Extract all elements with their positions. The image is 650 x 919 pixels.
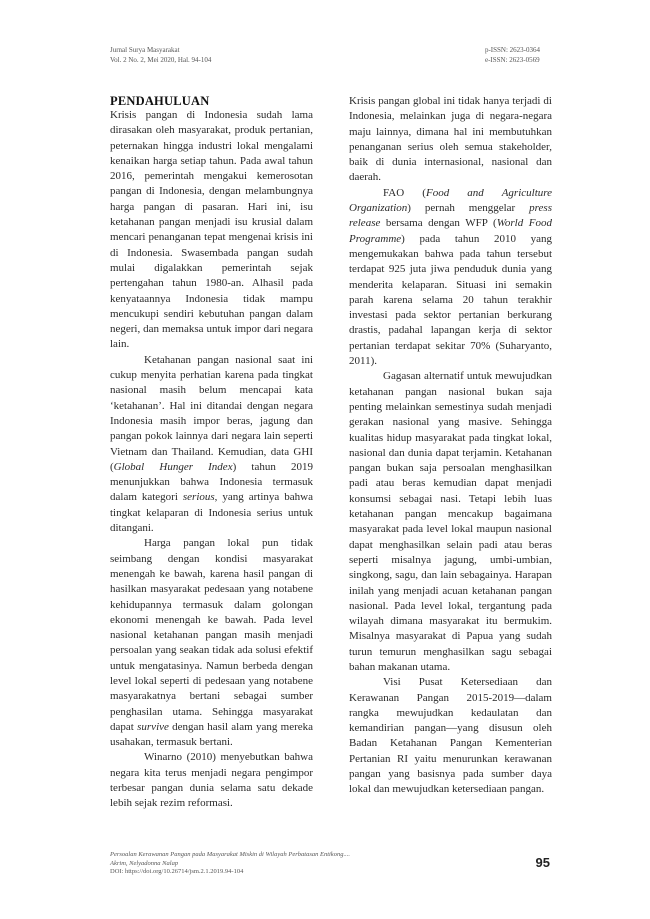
e-issn: e-ISSN: 2623-0569 bbox=[484, 55, 540, 64]
journal-header-right bbox=[485, 46, 540, 65]
right-column bbox=[349, 94, 552, 798]
page-number: 95 bbox=[535, 855, 550, 870]
p-issn: p-ISSN: 2623-0364 bbox=[484, 46, 540, 54]
footer-doi[interactable]: DOI: https://doi.org/10.26714/jsm.2.1.2019.94-104 bbox=[110, 868, 244, 875]
paragraph-national-food-security: Ketahanan pangan nasional saat ini cukup menyita perhatian karena pada tingkat nasional masih belum mencapai kata ‘ketahanan’. Hal ini ditandai dengan negara Indonesia masih impor beras, jagung dan pangan pokok lainnya dari negara lain seperti Vietnam dan Thailand. Kemudian, data GHI (Global Hunger Index) tahun 2019 menunjukkan bahwa Indonesia termasuk dalam kategori serious, yang artinya bahwa tingkat kelaparan di Indonesia serius untuk ditangani. bbox=[110, 353, 313, 535]
footer-article-title: Persoalan Kerawanan Pangan pada Masyarakat Miskin di Wilayah Perbatasan Entikong.... bbox=[110, 851, 350, 858]
paragraph-fao: FAO (Food and Agriculture Organization) pernah menggelar press release bersama dengan WFP (World Food Programme) pada tahun 2010 yang mengemukakan bahwa pada tahun tersebut terdapat 925 juta jiwa penduduk dunia yang menderita kelaparan. Situasi ini semakin parah karena selama 20 tahun terakhir investasi pada sektor pertanian berkurang drastis, padahal lapangan kerja di sektor pertanian terdapat sekitar 70% (Suharyanto, 2011). bbox=[349, 186, 553, 368]
left-column bbox=[110, 94, 313, 812]
section-heading: PENDAHULUAN bbox=[110, 94, 210, 108]
paragraph-local-price: Harga pangan lokal pun tidak seimbang dengan kondisi masyarakat menengah ke bawah, karena hasil pangan di hasilkan masyarakat pedesaan yang notabene kehidupannya termasuk dalam golongan ekonomi menengah ke bawah. Pada level nasional ketahanan pangan masih menjadi persoalan yang seakan tidak ada solusi efektif untuk mengatasinya. Namun berbeda dengan level lokal seperti di pedesaan yang notabene masyarakatnya bertani sebagai sumber penghasilan utama. Sehingga masyarakat dapat survive dengan hasil alam yang mereka usahakan, termasuk bertani. bbox=[110, 537, 314, 749]
journal-volume: Vol. 2 No. 2, Mei 2020, Hal. 94-104 bbox=[110, 55, 212, 64]
paragraph-vision: Visi Pusat Ketersediaan dan Kerawanan Pangan 2015-2019—dalam rangka mewujudkan kedaulatan dan kemandirian pangan—yang disusun oleh Badan Ketahanan Pangan Kementerian Pertanian RI yaitu menurunkan kerawanan pangan yang basisnya pada sumber daya lokal dan mewujudkan ketersediaan pangan. bbox=[349, 676, 552, 796]
footer-authors: Akrim, Nelyadonna Nalap bbox=[110, 859, 179, 867]
paragraph-crisis-intro: Krisis pangan di Indonesia sudah lama dirasakan oleh masyarakat, produk pertanian, peternakan hingga industri lokal mengalami kenaikan harga setiap tahun. Pada awal tahun 2016, pemerintah mengakui kemerosotan pangan di Indonesia, dengan melambungnya harga pangan di pasaran. Hari ini, isu ketahanan pangan menjadi isu krusial dalam mencari penanganan tepat mengenai krisis ini di Indonesia. Swasembada pangan sudah mulai digalakkan pemerintah sejak pertengahan tahun 1980-an. Alhasil pada kenyataannya Indonesia tidak mampu mencukupi sendiri kebutuhan pangan dalam negeri, dan memaksa untuk impor dari negara lain. bbox=[110, 109, 313, 351]
paragraph-global-crisis: Krisis pangan global ini tidak hanya terjadi di Indonesia, melainkan juga di negara-negara maju lainnya, dimana hal ini membutuhkan penanganan serius oleh semua stakeholder, baik di dunia internasional, nasional dan daerah. bbox=[349, 95, 552, 184]
paragraph-winarno: Winarno (2010) menyebutkan bahwa negara kita terus menjadi negara pengimpor terbesar pangan dunia selama satu dekade lebih sejak rezim reformasi. bbox=[110, 751, 313, 810]
journal-header-left bbox=[110, 46, 211, 65]
page-footer bbox=[110, 851, 350, 877]
paragraph-alternative-idea: Gagasan alternatif untuk mewujudkan ketahanan pangan nasional bukan saja penting melainkan semestinya sudah menjadi gerakan nasional yang masive. Sehingga kualitas hidup masyarakat pada tingkat lokal, nasional dan dunia dapat terjamin. Ketahanan pangan bukan saja persoalan menghasilkan padi atau beras kemudian dapat menjadi konsumsi sebagai nasi. Tetapi lebih luas ketahanan pangan mencakup bagaimana masyarakat pada level lokal maupun nasional dapat menghasilkan selain padi atau beras seperti misalnya jagung, umbi-umbian, singkong, sagu, dan lain sebagainya. Harapan inilah yang menjadi acuan ketahanan pangan nasional. Pada level lokal, tergantung pada wilayah dimana masyarakat itu bermukim. Misalnya masyarakat di Papua yang sudah turun temurun menghasilkan sagu sebagai bahan makanan utama. bbox=[349, 370, 552, 673]
journal-name: Jurnal Surya Masyarakat bbox=[110, 46, 180, 54]
